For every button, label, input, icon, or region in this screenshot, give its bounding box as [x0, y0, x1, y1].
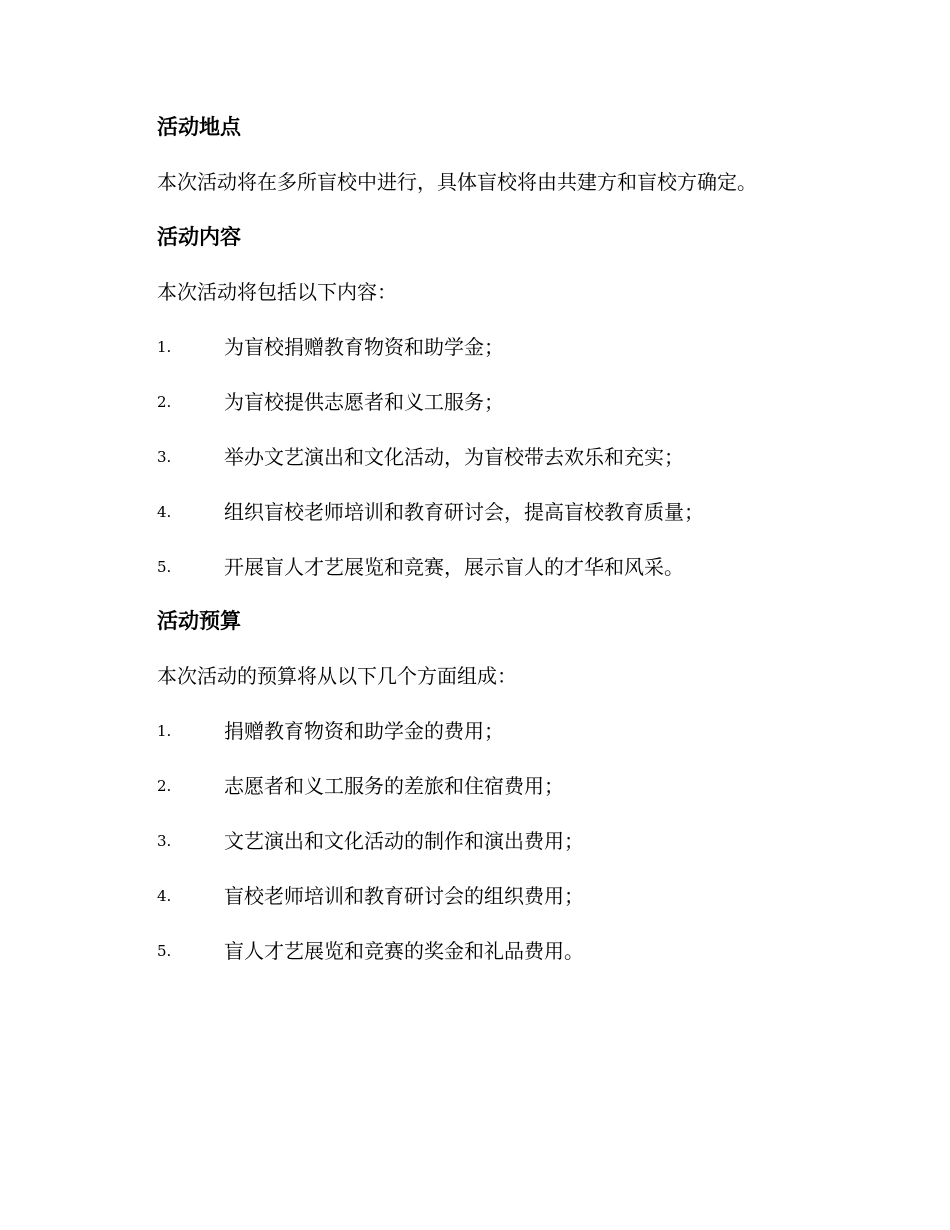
list-text: 举办文艺演出和文化活动，为盲校带去欢乐和充实； [224, 445, 684, 469]
list-item [157, 827, 857, 855]
list-item [157, 772, 857, 800]
list-number: 3. [157, 448, 172, 466]
list-item [157, 388, 857, 416]
list-number: 1. [157, 722, 172, 740]
list-number: 2. [157, 393, 172, 411]
list-text: 志愿者和义工服务的差旅和住宿费用； [224, 774, 564, 798]
list-number: 5. [157, 942, 172, 960]
list-item [157, 882, 857, 910]
list-text: 文艺演出和文化活动的制作和演出费用； [224, 829, 584, 853]
section-paragraph-budget: 本次活动的预算将从以下几个方面组成： [157, 664, 517, 688]
section-heading-location: 活动地点 [157, 115, 241, 139]
list-number: 1. [157, 338, 172, 356]
list-number: 5. [157, 558, 172, 576]
list-text: 组织盲校老师培训和教育研讨会，提高盲校教育质量； [224, 500, 704, 524]
list-item [157, 553, 857, 581]
list-text: 为盲校捐赠教育物资和助学金； [224, 335, 504, 359]
list-item [157, 717, 857, 745]
list-item [157, 498, 857, 526]
list-text: 开展盲人才艺展览和竞赛，展示盲人的才华和风采。 [224, 555, 684, 579]
list-number: 3. [157, 832, 172, 850]
list-number: 2. [157, 777, 172, 795]
list-text: 盲校老师培训和教育研讨会的组织费用； [224, 884, 584, 908]
list-text: 盲人才艺展览和竞赛的奖金和礼品费用。 [224, 939, 584, 963]
list-item [157, 937, 857, 965]
section-paragraph-content: 本次活动将包括以下内容： [157, 280, 397, 304]
list-number: 4. [157, 887, 172, 905]
section-heading-content: 活动内容 [157, 225, 241, 249]
list-text: 捐赠教育物资和助学金的费用； [224, 719, 504, 743]
section-paragraph-location: 本次活动将在多所盲校中进行，具体盲校将由共建方和盲校方确定。 [157, 170, 757, 194]
section-heading-budget: 活动预算 [157, 609, 241, 633]
list-item [157, 333, 857, 361]
list-text: 为盲校提供志愿者和义工服务； [224, 390, 504, 414]
list-item [157, 443, 857, 471]
list-number: 4. [157, 503, 172, 521]
